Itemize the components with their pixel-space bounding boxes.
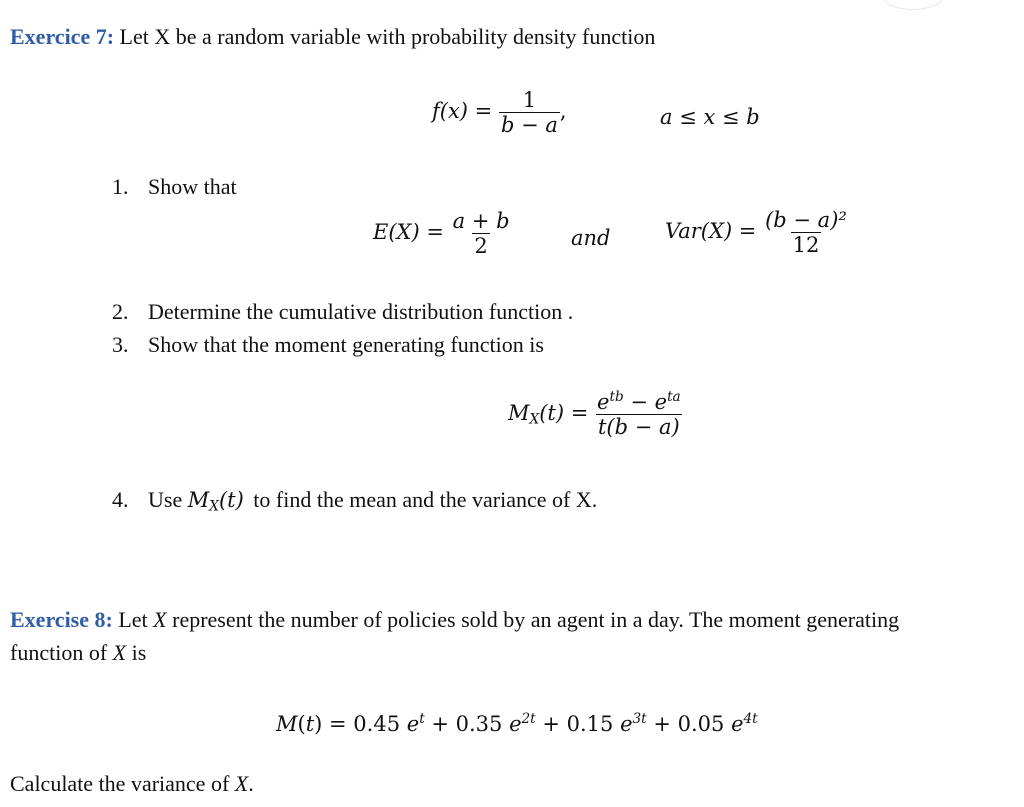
item-text: Determine the cumulative distribution function .: [148, 299, 574, 324]
mgf-numerator: $e^{tb} - e^{ta}$: [597, 388, 681, 414]
calc-b: .: [248, 771, 254, 796]
item-number: 4.: [112, 487, 129, 512]
item-number: 3.: [112, 332, 129, 357]
calc-a: Calculate the variance of: [10, 771, 235, 796]
variance-formula: [665, 208, 849, 257]
exercise-8-line-2: [10, 640, 146, 666]
mean-numerator: a + b: [452, 209, 510, 233]
mean-denominator: 2: [474, 234, 488, 258]
mgf-lhs: M: [508, 401, 530, 425]
mean-fraction: [451, 209, 512, 258]
exercise-7-statement: [10, 24, 655, 50]
exercise-8-label: Exercise 8:: [10, 607, 113, 632]
and-word: and: [571, 226, 611, 250]
list-item-4: [112, 487, 597, 513]
item-mx: $M_X(t)$: [187, 488, 244, 515]
var-x: X: [234, 771, 249, 796]
line2-a: function of: [10, 640, 113, 665]
pdf-fraction: [499, 88, 560, 137]
pdf-formula: [432, 88, 567, 137]
item-text: Show that: [148, 174, 237, 199]
exercise-8-mgf: M(t) = 0.45 $e^t + 0.35$ $e^{2t} + 0.15$ $e^{3t} + 0.05$ $e^{4t}$: [276, 710, 758, 736]
variance-numerator: (b − a)²: [765, 208, 847, 232]
decorative-circle: [882, 0, 944, 10]
item-number: 2.: [112, 299, 129, 324]
mean-formula: [373, 209, 512, 258]
item-post: to find the mean and the variance of X.: [253, 487, 598, 512]
mean-lhs: E(X) =: [373, 220, 444, 244]
pdf-numerator: 1: [522, 88, 537, 112]
pdf-domain: a ≤ x ≤ b: [660, 105, 760, 129]
variance-denominator: 12: [792, 233, 820, 257]
line2-b: is: [126, 640, 147, 665]
exercise-7-label: Exercice 7:: [10, 24, 115, 49]
var-x: X: [153, 607, 167, 632]
exercise-7-text: Let X be a random variable with probability density function: [114, 24, 656, 49]
pdf-denominator: b − a: [500, 113, 558, 137]
exercise-8-text-a: Let: [112, 607, 154, 632]
pdf-separator: ,: [559, 99, 567, 123]
list-item-2: [112, 299, 573, 325]
mgf-subscript: X: [529, 411, 540, 428]
item-pre: Use: [148, 487, 183, 512]
mgf-arg: (t) =: [539, 401, 589, 425]
variance-lhs: Var(X) =: [665, 219, 757, 243]
exercise-8-statement: [10, 607, 899, 633]
list-item-1: [112, 174, 237, 200]
variance-fraction: [763, 208, 849, 257]
item-text: Show that the moment generating function is: [148, 332, 544, 357]
var-x: X: [112, 640, 127, 665]
pdf-lhs: f(x) =: [432, 99, 493, 123]
mgf-formula: [508, 390, 683, 439]
exercise-8-text-b: represent the number of policies sold by an agent in a day. The moment generating: [166, 607, 900, 632]
mgf-denominator: t(b − a): [597, 415, 680, 439]
list-item-3: [112, 332, 544, 358]
item-number: 1.: [112, 174, 129, 199]
calculate-line: [10, 771, 254, 797]
mgf-fraction: [595, 390, 683, 439]
